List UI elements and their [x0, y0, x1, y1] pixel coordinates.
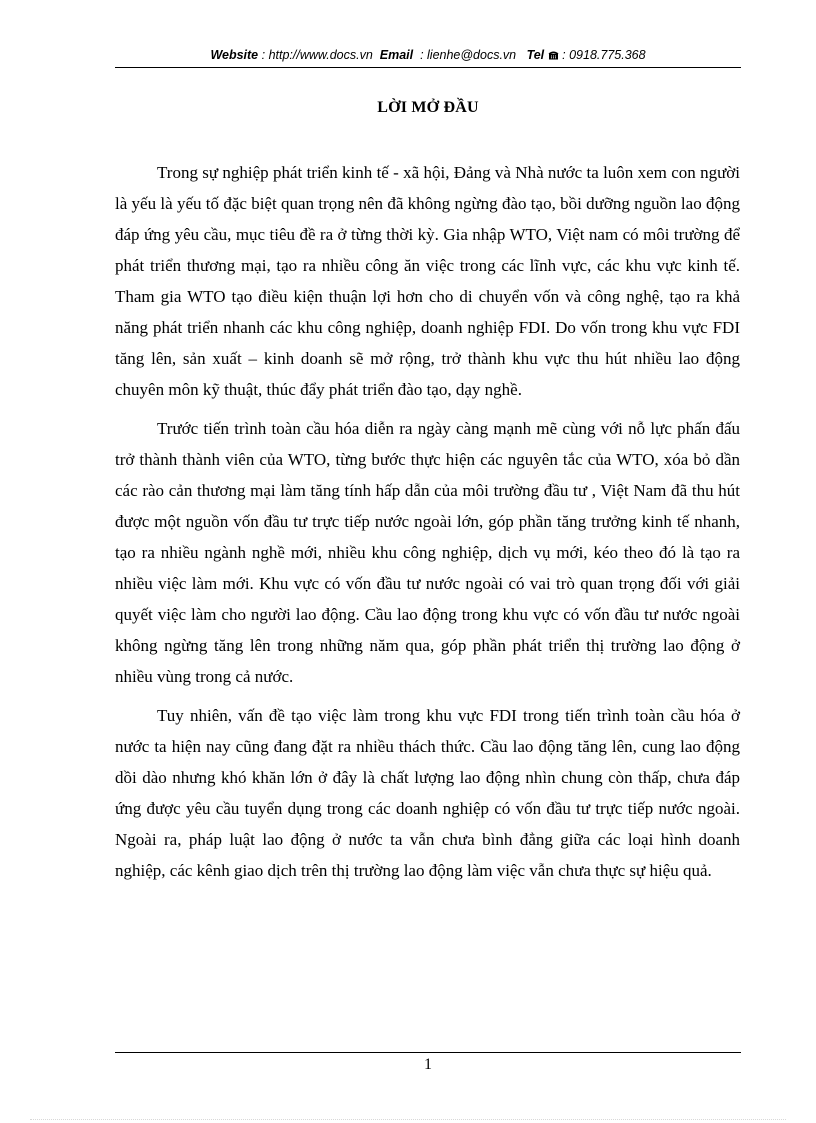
footer-divider: [115, 1052, 741, 1053]
page-header: [115, 46, 741, 64]
tel-value: : 0918.775.368: [562, 48, 646, 62]
paragraph: Trong sự nghiệp phát triển kinh tế - xã hội, Đảng và Nhà nước ta luôn xem con người là yếu là yếu tố đặc biệt quan trọng nên đã không ngừng đào tạo, bồi dưỡng nguồn lao động đáp ứng yêu cầu, mục tiêu đề ra ở từng thời kỳ. Gia nhập WTO, Việt nam có môi trường để phát triển thương mại, tạo ra nhiều công ăn việc trong các lĩnh vực, các khu vực kinh tế. Tham gia WTO tạo điều kiện thuận lợi hơn cho di chuyển vốn và công nghệ, tạo ra khả năng phát triển nhanh các khu công nghiệp, doanh nghiệp FDI. Do vốn trong khu vực FDI tăng lên, sản xuất – kinh doanh sẽ mở rộng, trở thành khu vực thu hút nhiều lao động chuyên môn kỹ thuật, thúc đẩy phát triển đào tạo, dạy nghề.: [115, 163, 740, 399]
document-body: [115, 157, 740, 894]
paragraph: Trước tiến trình toàn cầu hóa diễn ra ngày càng mạnh mẽ cùng với nỗ lực phấn đấu trở thành thành viên của WTO, từng bước thực hiện các nguyên tắc của WTO, xóa bỏ dần các rào cản thương mại làm tăng tính hấp dẫn của môi trường đầu tư , Việt Nam đã thu hút được một nguồn vốn đầu tư trực tiếp nước ngoài lớn, góp phần tăng trưởng kinh tế nhanh, tạo ra nhiều ngành nghề mới, nhiều khu công nghiệp, dịch vụ mới, kéo theo đó là tạo ra nhiều việc làm mới. Khu vực có vốn đầu tư nước ngoài có vai trò quan trọng đối với giải quyết việc làm cho người lao động. Cầu lao động trong khu vực có vốn đầu tư nước ngoài không ngừng tăng lên trong những năm qua, góp phần phát triển thị trường lao động ở nhiều vùng trong cả nước.: [115, 419, 740, 686]
email-label: Email: [379, 48, 414, 62]
phone-icon: [548, 48, 562, 62]
page-number: 1: [424, 1056, 432, 1073]
page-bottom-edge: [30, 1119, 786, 1120]
document-title: LỜI MỞ ĐẦU: [377, 99, 479, 116]
paragraph: Tuy nhiên, vấn đề tạo việc làm trong khu vực FDI trong tiến trình toàn cầu hóa ở nước ta hiện nay cũng đang đặt ra nhiều thách thức. Cầu lao động tăng lên, cung lao động dồi dào nhưng khó khăn lớn ở đây là chất lượng lao động nhìn chung còn thấp, chưa đáp ứng được yêu cầu tuyển dụng trong các doanh nghiệp có vốn đầu tư trực tiếp nước ngoài. Ngoài ra, pháp luật lao động ở nước ta vẫn chưa bình đẳng giữa các loại hình doanh nghiệp, các kênh giao dịch trên thị trường lao động làm việc vẫn chưa thực sự hiệu quả.: [115, 706, 740, 880]
email-value: : lienhe@docs.vn: [420, 48, 517, 62]
tel-label: Tel: [526, 48, 545, 62]
header-divider: [115, 67, 741, 68]
website-value: : http://www.docs.vn: [261, 48, 373, 62]
website-label: Website: [210, 48, 259, 62]
